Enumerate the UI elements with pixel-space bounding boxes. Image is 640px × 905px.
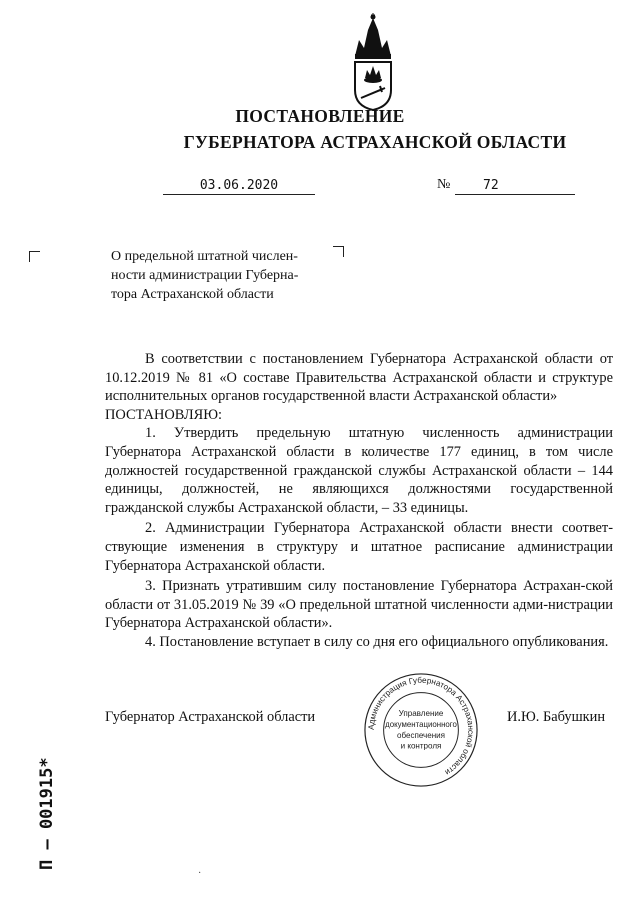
number-label: № [437, 177, 451, 192]
coat-of-arms-icon [349, 12, 397, 112]
document-number: 72 [455, 178, 575, 195]
document-body [105, 350, 613, 652]
subject-line: тора Астраханской области [111, 287, 274, 302]
registration-code-text: П – 001915* [37, 757, 57, 870]
subject-line: ности администрации Губерна- [111, 268, 299, 283]
subject-corner-left [29, 251, 40, 262]
stamp-inner-line: обеспечения [396, 730, 446, 740]
decree-item: 1. Утвердить предельную штатную численность администрации Губернатора Астраханской области в количестве 177 единиц, в том числе должностей государственной гражданской службы Астраханской области – 144 единицы, должностей, не являющихся должностями государственной гражданской службы Астраханской области, – 33 единицы. [105, 425, 613, 516]
document-date: 03.06.2020 [163, 178, 315, 195]
decree-item: 2. Администрации Губернатора Астраханской области внести соответ-ствующие изменения в структуру и штатное расписание администрации Губернатора Астраханской области. [105, 520, 613, 574]
decree-word: ПОСТАНОВЛЯЮ: [105, 406, 223, 423]
document-subject [111, 247, 334, 304]
signatory-position: Губернатор Астраханской области [105, 709, 316, 725]
scan-mark: · [198, 868, 202, 879]
stamp-inner-line: и контроля [400, 741, 442, 751]
signatory-name: И.Ю. Бабушкин [507, 709, 606, 725]
preamble-paragraph: В соответствии с постановлением Губернатора Астраханской области от 10.12.2019 № 81 «О составе Правительства Астраханской области и структуре исполнительных органов государственной власти Астраханской области» [105, 351, 613, 405]
subject-line: О предельной штатной числен- [111, 249, 298, 264]
stamp-outer-text: Администрация Губернатора Астраханской области [366, 675, 476, 777]
decree-item: 4. Постановление вступает в силу со дня его официального опубликования. [145, 633, 609, 650]
document-authority: ГУБЕРНАТОРА АСТРАХАНСКОЙ ОБЛАСТИ [183, 132, 567, 152]
stamp-inner-line: Управление [398, 709, 444, 719]
document-title: ПОСТАНОВЛЕНИЕ [235, 106, 405, 126]
stamp-inner-line: документационного [385, 720, 457, 730]
decree-item: 3. Признать утратившим силу постановление Губернатора Астрахан-ской области от 31.05.2019 № 39 «О предельной штатной численности адми-нистрации Губернатора Астраханской области». [105, 578, 613, 632]
official-stamp [362, 671, 480, 789]
subject-corner-right [333, 246, 344, 257]
registration-code [30, 712, 60, 872]
